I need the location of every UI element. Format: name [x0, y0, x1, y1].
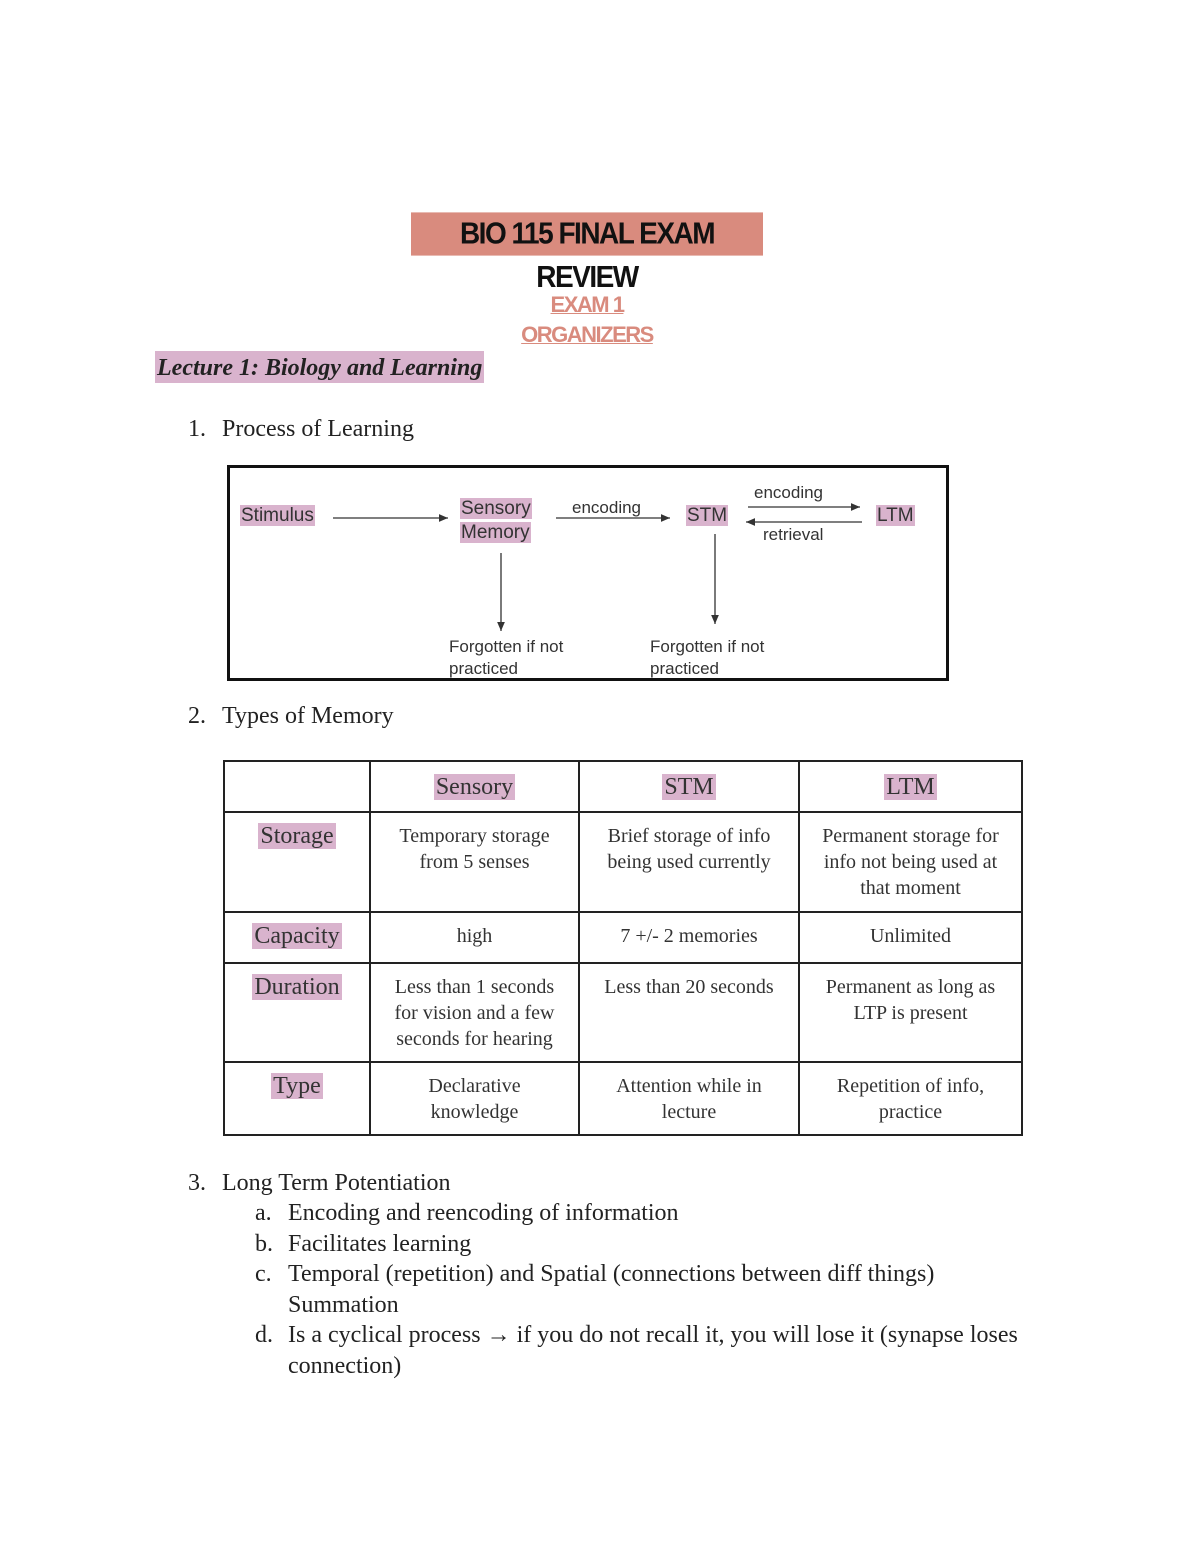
row-header: Duration [224, 963, 370, 1062]
diagram-stimulus: Stimulus [241, 505, 314, 526]
column-header: Sensory [370, 761, 579, 812]
row-header: Storage [224, 812, 370, 912]
table-row [224, 812, 1022, 912]
diagram-forgotten-1: Forgotten if not practiced [449, 637, 564, 678]
list-item [255, 1259, 1035, 1320]
list-item [255, 1198, 1035, 1229]
list-text: Temporal (repetition) and Spatial (connections between diff things) Summation [288, 1261, 935, 1318]
section-title: Long Term Potentiation [222, 1170, 451, 1196]
table-row [224, 912, 1022, 963]
table-cell: 7 +/- 2 memories [579, 912, 799, 963]
memory-types-table [223, 760, 1023, 1136]
row-header: Type [224, 1062, 370, 1135]
list-letter: b. [255, 1230, 273, 1257]
table-cell: Temporary storage from 5 senses [370, 812, 579, 912]
table-cell: Less than 20 seconds [579, 963, 799, 1062]
section-heading-ltp [188, 1168, 451, 1198]
list-letter: c. [255, 1261, 272, 1287]
column-header: STM [579, 761, 799, 812]
list-item [255, 1229, 1035, 1260]
list-text: Is a cyclical process → if you do not recall it, you will lose it (synapse loses connection) [288, 1322, 1018, 1379]
section-number: 2. [188, 703, 206, 729]
section-heading-types [188, 701, 394, 731]
document-title: BIO 115 FINAL EXAM REVIEW [411, 212, 763, 255]
diagram-stm: STM [687, 505, 728, 526]
diagram-encoding-label-2: encoding [754, 483, 824, 502]
table-cell: Permanent as long as LTP is present [799, 963, 1022, 1062]
section-heading-process [188, 414, 414, 444]
table-cell: Declarative knowledge [370, 1062, 579, 1135]
list-letter: a. [255, 1200, 272, 1226]
list-letter: d. [255, 1322, 273, 1348]
table-corner-cell [224, 761, 370, 812]
list-item [255, 1320, 1035, 1381]
section-title: Types of Memory [222, 703, 394, 729]
diagram-encoding-label-1: encoding [572, 498, 642, 517]
diagram-retrieval-label: retrieval [763, 525, 824, 544]
table-cell: Repetition of info, practice [799, 1062, 1022, 1135]
table-row [224, 1062, 1022, 1135]
section-number: 3. [188, 1170, 206, 1196]
table-cell: Permanent storage for info not being used at that moment [799, 812, 1022, 912]
learning-process-diagram [227, 465, 949, 681]
table-cell: high [370, 912, 579, 963]
list-text: Facilitates learning [288, 1230, 472, 1257]
section-title: Process of Learning [222, 416, 414, 442]
lecture-heading: Lecture 1: Biology and Learning [155, 351, 484, 383]
table-cell: Less than 1 seconds for vision and a few seconds for hearing [370, 963, 579, 1062]
diagram-sensory-memory: Sensory Memory [461, 498, 531, 543]
diagram-forgotten-2: Forgotten if not practiced [650, 637, 765, 678]
ltp-list [255, 1198, 1035, 1381]
table-row [224, 963, 1022, 1062]
section-number: 1. [188, 416, 206, 442]
table-cell: Unlimited [799, 912, 1022, 963]
table-header-row [224, 761, 1022, 812]
document-subtitle: EXAM 1 ORGANIZERS [521, 292, 653, 347]
list-text: Encoding and reencoding of information [288, 1200, 679, 1226]
row-header: Capacity [224, 912, 370, 963]
diagram-ltm: LTM [877, 505, 914, 526]
table-cell: Attention while in lecture [579, 1062, 799, 1135]
table-cell: Brief storage of info being used currently [579, 812, 799, 912]
column-header: LTM [799, 761, 1022, 812]
